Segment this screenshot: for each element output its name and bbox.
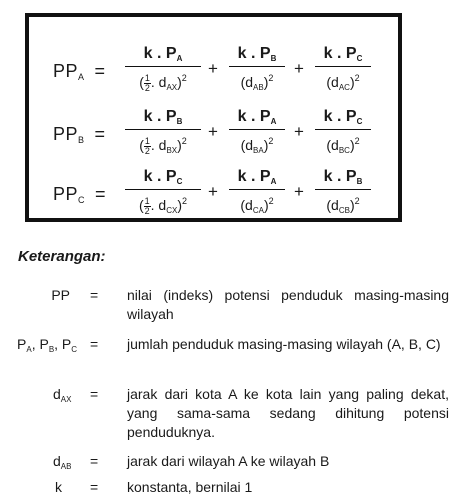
num-sub: C xyxy=(356,117,363,126)
lhs-base: PP xyxy=(53,124,79,144)
num-p: P xyxy=(345,168,357,185)
den-exponent: 2 xyxy=(354,136,360,146)
num-p: P xyxy=(165,45,177,62)
den-sub: BX xyxy=(166,146,178,155)
den-exponent: 2 xyxy=(268,136,274,146)
num-dot: . xyxy=(251,45,256,62)
den-sub: AC xyxy=(338,83,350,92)
den-open: (d xyxy=(326,74,339,90)
legend-term xyxy=(51,286,70,305)
num-k: k xyxy=(143,108,153,125)
half-bottom: 2 xyxy=(144,82,150,93)
num-k: k xyxy=(143,45,153,62)
num-sub: A xyxy=(176,54,183,63)
lhs-base: PP xyxy=(53,61,79,81)
fraction-term-3 xyxy=(315,106,371,155)
num-sub: B xyxy=(270,54,277,63)
den-sub: BA xyxy=(253,146,264,155)
num-k: k xyxy=(323,108,333,125)
num-sub: C xyxy=(176,177,183,186)
num-k: k xyxy=(237,108,247,125)
legend-description: konstanta, bernilai 1 xyxy=(127,479,253,495)
fraction-term-2 xyxy=(229,106,285,155)
den-exponent: 2 xyxy=(354,73,360,83)
plus-sign: + xyxy=(208,59,218,78)
term-sub: C xyxy=(71,345,78,354)
lhs-pp-a xyxy=(53,61,106,82)
den-dot: . d xyxy=(150,137,167,153)
num-dot: . xyxy=(157,168,162,185)
half-fraction xyxy=(144,74,151,93)
den-dot: . d xyxy=(150,74,167,90)
den-sub: CB xyxy=(338,206,350,215)
equation-pp-b xyxy=(29,106,398,164)
den-exponent: 2 xyxy=(268,196,274,206)
num-k: k xyxy=(143,168,153,185)
den-dot: . d xyxy=(150,197,167,213)
den-close: ) xyxy=(263,74,269,90)
den-exponent: 2 xyxy=(182,196,188,206)
num-p: P xyxy=(165,168,177,185)
den-exponent: 2 xyxy=(354,196,360,206)
num-dot: . xyxy=(337,45,342,62)
legend-term xyxy=(17,335,77,359)
den-sub: AX xyxy=(166,83,178,92)
den-sub: BC xyxy=(338,146,350,155)
num-sub: A xyxy=(270,117,277,126)
half-top: 1 xyxy=(144,135,150,146)
term-text: k xyxy=(55,479,62,495)
lhs-equals: = xyxy=(95,184,107,204)
den-exponent: 2 xyxy=(268,73,274,83)
legend-term xyxy=(55,478,62,497)
legend-equals: = xyxy=(90,453,99,469)
den-open: (d xyxy=(326,137,339,153)
formula-box xyxy=(25,13,402,222)
num-dot: . xyxy=(157,45,162,62)
num-sub: A xyxy=(270,177,277,186)
term-text: , P xyxy=(31,336,49,352)
half-fraction xyxy=(144,197,151,216)
num-sub: B xyxy=(176,117,183,126)
legend-equals: = xyxy=(90,386,99,402)
half-fraction xyxy=(144,137,151,156)
legend-description: jarak dari wilayah A ke wilayah B xyxy=(127,453,330,469)
den-open: (d xyxy=(240,197,253,213)
fraction-term-2 xyxy=(229,166,285,215)
num-k: k xyxy=(237,168,247,185)
den-close: ) xyxy=(177,197,183,213)
den-exponent: 2 xyxy=(181,136,187,146)
den-open: ( xyxy=(139,137,144,153)
plus-sign: + xyxy=(208,122,218,141)
num-p: P xyxy=(259,108,271,125)
term-text: d xyxy=(53,453,61,469)
den-close: ) xyxy=(177,137,182,153)
den-close: ) xyxy=(177,74,182,90)
half-top: 1 xyxy=(144,72,150,83)
den-close: ) xyxy=(349,197,355,213)
num-sub: C xyxy=(356,54,363,63)
lhs-sub: B xyxy=(78,135,85,145)
num-dot: . xyxy=(157,108,162,125)
num-dot: . xyxy=(251,168,256,185)
num-p: P xyxy=(345,108,357,125)
half-bottom: 2 xyxy=(144,205,150,216)
den-open: ( xyxy=(139,74,144,90)
fraction-term-3 xyxy=(315,43,371,92)
num-k: k xyxy=(323,168,333,185)
legend-equals: = xyxy=(90,479,99,495)
lhs-sub: A xyxy=(78,72,85,82)
legend-term xyxy=(53,385,71,409)
den-close: ) xyxy=(349,137,355,153)
plus-sign: + xyxy=(294,59,304,78)
fraction-term-3 xyxy=(315,166,371,215)
den-open: (d xyxy=(240,74,254,90)
lhs-equals: = xyxy=(94,61,106,81)
half-top: 1 xyxy=(144,195,150,206)
lhs-pp-b xyxy=(53,124,106,145)
num-p: P xyxy=(259,45,271,62)
fraction-term-1 xyxy=(125,166,201,216)
num-p: P xyxy=(259,168,271,185)
num-dot: . xyxy=(251,108,256,125)
term-sub: B xyxy=(48,345,55,354)
legend-description: nilai (indeks) potensi penduduk masing-masing wilayah xyxy=(127,287,449,322)
num-p: P xyxy=(165,108,177,125)
fraction-term-1 xyxy=(125,43,201,93)
plus-sign: + xyxy=(294,182,304,201)
plus-sign: + xyxy=(208,182,218,201)
den-close: ) xyxy=(263,137,269,153)
term-text: d xyxy=(53,386,61,402)
den-sub: CA xyxy=(252,206,264,215)
half-bottom: 2 xyxy=(144,145,150,156)
term-text: P xyxy=(17,336,27,352)
lhs-base: PP xyxy=(53,184,79,204)
num-dot: . xyxy=(337,168,342,185)
term-text: PP xyxy=(51,287,70,303)
num-p: P xyxy=(345,45,357,62)
lhs-pp-c xyxy=(53,184,106,205)
term-sub: AX xyxy=(60,395,72,404)
legend-term xyxy=(53,452,71,476)
den-close: ) xyxy=(349,74,355,90)
den-sub: CX xyxy=(166,206,178,215)
legend-equals: = xyxy=(90,336,99,352)
equation-pp-a xyxy=(29,43,398,101)
term-sub: AB xyxy=(60,462,72,471)
lhs-equals: = xyxy=(94,124,106,144)
den-sub: AB xyxy=(253,83,264,92)
plus-sign: + xyxy=(294,122,304,141)
den-open: (d xyxy=(326,197,339,213)
legend-description: jumlah penduduk masing-masing wilayah (A, B, C) xyxy=(127,336,441,352)
legend-equals: = xyxy=(90,287,99,303)
lhs-sub: C xyxy=(78,195,86,205)
fraction-term-1 xyxy=(125,106,201,156)
num-k: k xyxy=(237,45,247,62)
den-exponent: 2 xyxy=(181,73,187,83)
den-open: (d xyxy=(240,137,254,153)
term-text: , P xyxy=(54,336,72,352)
num-dot: . xyxy=(337,108,342,125)
num-k: k xyxy=(323,45,333,62)
fraction-term-2 xyxy=(229,43,285,92)
legend-title: Keterangan: xyxy=(18,248,106,265)
term-sub: A xyxy=(26,345,32,354)
legend-description: jarak dari kota A ke kota lain yang paling dekat, yang sama-sama sedang dihitung potensi penduduknya. xyxy=(127,386,449,440)
den-close: ) xyxy=(263,197,269,213)
den-open: ( xyxy=(138,197,144,213)
num-sub: B xyxy=(356,177,363,186)
equation-pp-c xyxy=(29,166,398,224)
